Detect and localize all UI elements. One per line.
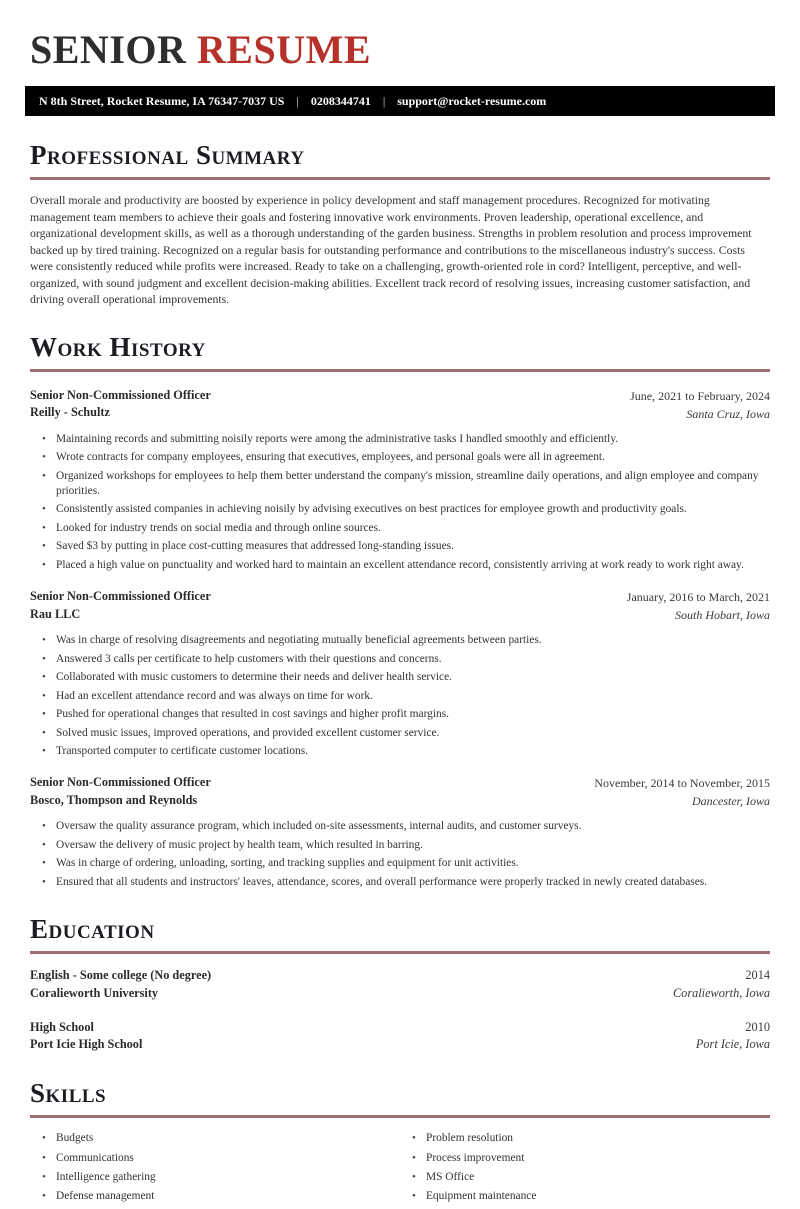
contact-bar: [25, 86, 775, 116]
job-location: Dancester, Iowa: [692, 794, 770, 809]
skills-heading: Skills: [30, 1080, 770, 1118]
education-entry: [30, 1019, 770, 1055]
job-bullet: • Consistently assisted companies in achieving noisily by advising executives on best practices for employee growth and productivity goals.: [42, 502, 770, 517]
job-bullet: • Ensured that all students and instructors' leaves, attendance, scores, and overall performance were properly tracked in newly created databases.: [42, 875, 770, 890]
job-entry: [30, 774, 770, 890]
job-bullet: • Placed a high value on punctuality and worked hard to maintain an excellent attendance record, consistently arriving at work ready to work right away.: [42, 558, 770, 573]
skill-item: • Equipment maintenance: [412, 1189, 770, 1204]
contact-separator: |: [382, 93, 386, 108]
contact-email: support@rocket-resume.com: [397, 93, 547, 108]
skill-item: • Budgets: [42, 1131, 400, 1146]
job-dates: June, 2021 to February, 2024: [630, 388, 770, 403]
title-accent: RESUME: [196, 27, 372, 72]
education-school: Coralieworth University: [30, 985, 159, 1000]
skills-list-left: [30, 1131, 400, 1209]
education-entry: [30, 967, 770, 1003]
section-skills: [30, 1080, 770, 1209]
job-bullet: • Answered 3 calls per certificate to help customers with their questions and concerns.: [42, 652, 770, 667]
summary-text: Overall morale and productivity are boosted by experience in policy development and staff management procedures. Recognized for motivating management team members to achieve their goals and fostering innovative work environments. Proven leadership, operational excellence, and organizational development skills, as well as a thorough understanding of the garden business. Strengths in problem resolution and process improvement backed up by tired training. Recognized on a regular basis for outstanding performance and contributions to the miscellaneous industry's success. Costs were consistently reduced while profits were increased. Ready to take on a challenging, growth-oriented role in cord? Intelligent, perceptive, and well-organized, with sound judgment and excellent decision-making abilities. Excellent track record of resolving issues, increasing customer satisfaction, and driving overall operational improvements.: [30, 193, 752, 307]
job-dates: January, 2016 to March, 2021: [626, 589, 770, 604]
job-header: [30, 387, 770, 423]
job-bullet: • Solved music issues, improved operations, and provided excellent customer service.: [42, 726, 770, 741]
education-location: Port Icie, Iowa: [695, 1037, 770, 1052]
contact-phone: 0208344741: [310, 93, 371, 108]
job-company: Reilly - Schultz: [30, 405, 110, 420]
job-bullet-list: [42, 633, 770, 759]
skills-columns: [30, 1131, 770, 1209]
job-bullet: • Pushed for operational changes that resulted in cost savings and higher profit margins.: [42, 707, 770, 722]
education-location: Coralieworth, Iowa: [672, 985, 770, 1000]
skill-item: • Process improvement: [412, 1151, 770, 1166]
title-primary: SENIOR: [30, 27, 187, 72]
job-bullet: • Maintaining records and submitting noisily reports were among the administrative tasks I handled smoothly and efficiently.: [42, 432, 770, 447]
education-degree: High School: [30, 1019, 94, 1034]
job-company: Rau LLC: [30, 606, 81, 621]
job-bullet: • Organized workshops for employees to help them better understand the company's mission, streamline daily operations, and align employee and company priorities.: [42, 469, 770, 499]
education-school: Port Icie High School: [30, 1037, 143, 1052]
job-bullet: • Wrote contracts for company employees, ensuring that executives, employees, and personal goals were all in agreement.: [42, 450, 770, 465]
skill-item: • Communications: [42, 1151, 400, 1166]
job-bullet: • Was in charge of resolving disagreements and negotiating mutually beneficial agreements between parties.: [42, 633, 770, 648]
job-bullet-list: [42, 432, 770, 573]
job-bullet: • Oversaw the quality assurance program, which included on-site assessments, internal audits, and customer surveys.: [42, 819, 770, 834]
job-header: [30, 774, 770, 810]
job-company: Bosco, Thompson and Reynolds: [30, 793, 198, 808]
education-year: 2010: [745, 1019, 770, 1034]
education-year: 2014: [745, 968, 770, 982]
skill-item: • Defense management: [42, 1189, 400, 1204]
job-location: South Hobart, Iowa: [674, 607, 770, 622]
contact-separator: |: [296, 93, 299, 108]
job-bullet: • Collaborated with music customers to determine their needs and deliver health service.: [42, 670, 770, 685]
job-bullet: • Oversaw the delivery of music project by health team, which resulted in barring.: [42, 838, 770, 853]
job-entry: [30, 387, 770, 573]
job-header: [30, 588, 770, 624]
skill-item: • MS Office: [412, 1170, 770, 1185]
section-professional-summary: [30, 142, 770, 308]
job-bullet: • Had an excellent attendance record and was always on time for work.: [42, 689, 770, 704]
skill-item: • Intelligence gathering: [42, 1170, 400, 1185]
job-title: Senior Non-Commissioned Officer: [30, 775, 211, 790]
education-heading: Education: [30, 916, 770, 954]
contact-address: N 8th Street, Rocket Resume, IA 76347-7037 US: [39, 93, 285, 108]
job-bullet: • Was in charge of ordering, unloading, sorting, and tracking supplies and equipment for unit activities.: [42, 856, 770, 871]
job-title: Senior Non-Commissioned Officer: [30, 588, 211, 603]
job-location: Santa Cruz, Iowa: [686, 406, 770, 421]
job-bullet: • Transported computer to certificate customer locations.: [42, 744, 770, 759]
page-title: [30, 28, 770, 72]
job-title: Senior Non-Commissioned Officer: [30, 387, 211, 402]
section-work-history: [30, 331, 770, 890]
job-bullet: • Saved $3 by putting in place cost-cutting measures that addressed long-standing issues.: [42, 539, 770, 554]
education-degree: English - Some college (No degree): [30, 968, 212, 982]
summary-heading: Professional Summary: [30, 142, 770, 180]
job-entry: [30, 588, 770, 759]
skills-list-right: [400, 1131, 770, 1209]
job-dates: November, 2014 to November, 2015: [594, 776, 770, 791]
skill-item: • Problem resolution: [412, 1131, 770, 1146]
section-education: [30, 916, 770, 1054]
job-bullet-list: [42, 819, 770, 890]
work-history-heading: Work History: [30, 334, 770, 372]
job-bullet: • Looked for industry trends on social media and through online sources.: [42, 521, 770, 536]
